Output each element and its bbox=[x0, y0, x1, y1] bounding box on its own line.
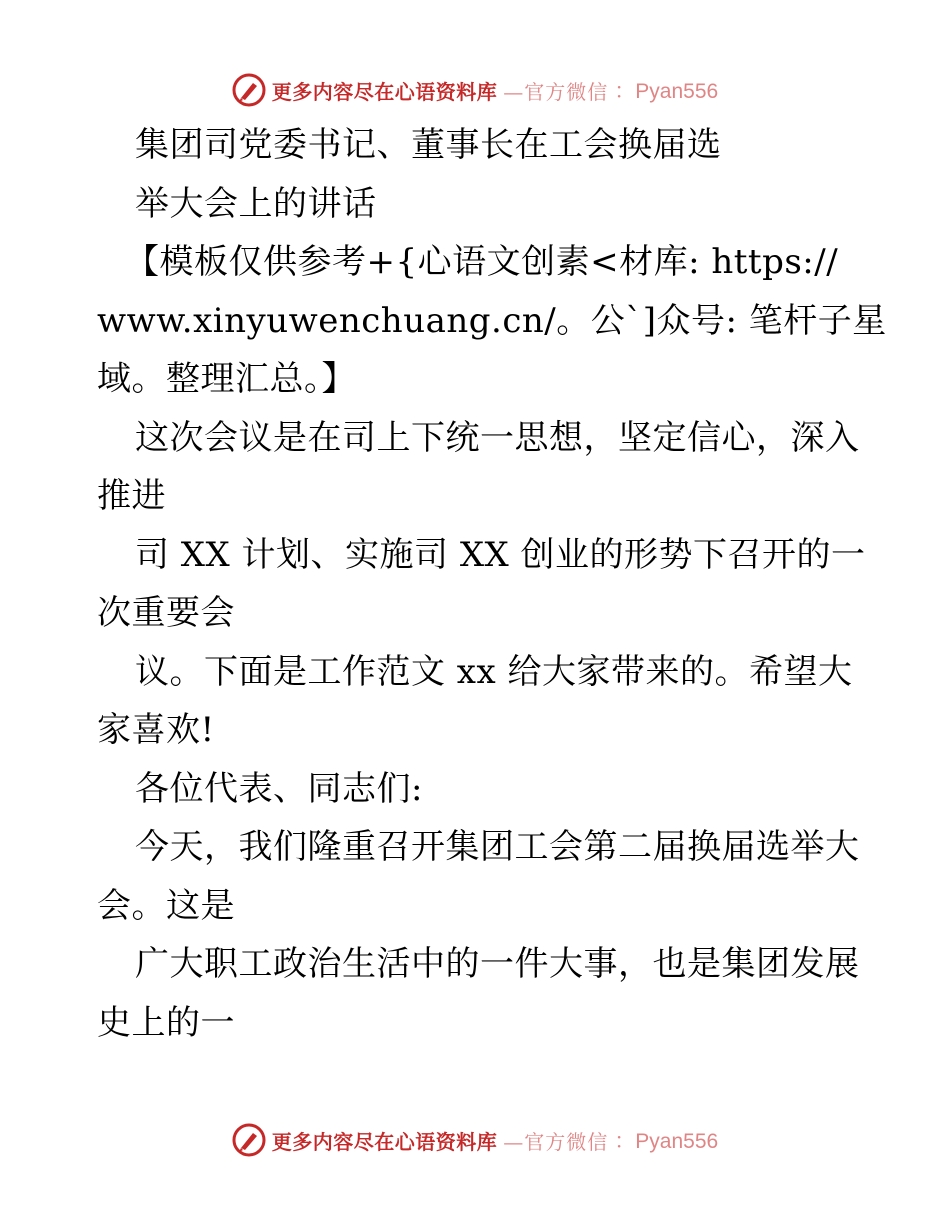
paragraph-line: 今天，我们隆重召开集团工会第二届换届选举大 bbox=[135, 827, 860, 867]
paragraph-line: 史上的一 bbox=[97, 1002, 235, 1043]
watermark-header bbox=[0, 70, 950, 110]
watermark-wechat-id: ：Pyan556 bbox=[614, 1130, 719, 1153]
watermark-wechat-id: ：Pyan556 bbox=[614, 80, 719, 103]
paragraph-line: 广大职工政治生活中的一件大事，也是集团发展 bbox=[135, 944, 860, 984]
title-line-1: 集团司党委书记、董事长在工会换届选 bbox=[135, 125, 722, 165]
paragraph-line: 会。这是 bbox=[97, 885, 235, 926]
watermark-separator: —官方微信 bbox=[503, 79, 609, 104]
pen-logo-icon bbox=[232, 73, 266, 107]
paragraph-line: 家喜欢! bbox=[97, 710, 215, 750]
watermark-footer bbox=[0, 1120, 950, 1160]
paragraph-line: 议。下面是工作范文 xx 给大家带来的。希望大 bbox=[135, 651, 853, 692]
watermark-prefix: 更多内容尽在心语资料库 bbox=[271, 79, 498, 104]
salutation-line: 各位代表、同志们: bbox=[135, 768, 423, 809]
paragraph-line: 这次会议是在司上下统一思想，坚定信心，深入 bbox=[135, 417, 860, 458]
template-note-line-3: 域。整理汇总。】 bbox=[97, 359, 356, 399]
watermark-separator: —官方微信 bbox=[503, 1129, 609, 1154]
document-body bbox=[97, 116, 887, 1052]
watermark-prefix: 更多内容尽在心语资料库 bbox=[271, 1129, 498, 1154]
template-note-line-2: www.xinyuwenchuang.cn/。公`]众号: 笔杆子星 bbox=[97, 300, 887, 341]
template-note-line-1: 【模板仅供参考+{心语文创素<材库: https:// bbox=[125, 242, 839, 282]
paragraph-line: 司 XX 计划、实施司 XX 创业的形势下召开的一 bbox=[135, 534, 866, 575]
paragraph-line: 次重要会 bbox=[97, 593, 235, 633]
pen-logo-icon bbox=[232, 1123, 266, 1157]
paragraph-line: 推进 bbox=[97, 476, 166, 516]
title-line-2: 举大会上的讲话 bbox=[135, 183, 377, 224]
